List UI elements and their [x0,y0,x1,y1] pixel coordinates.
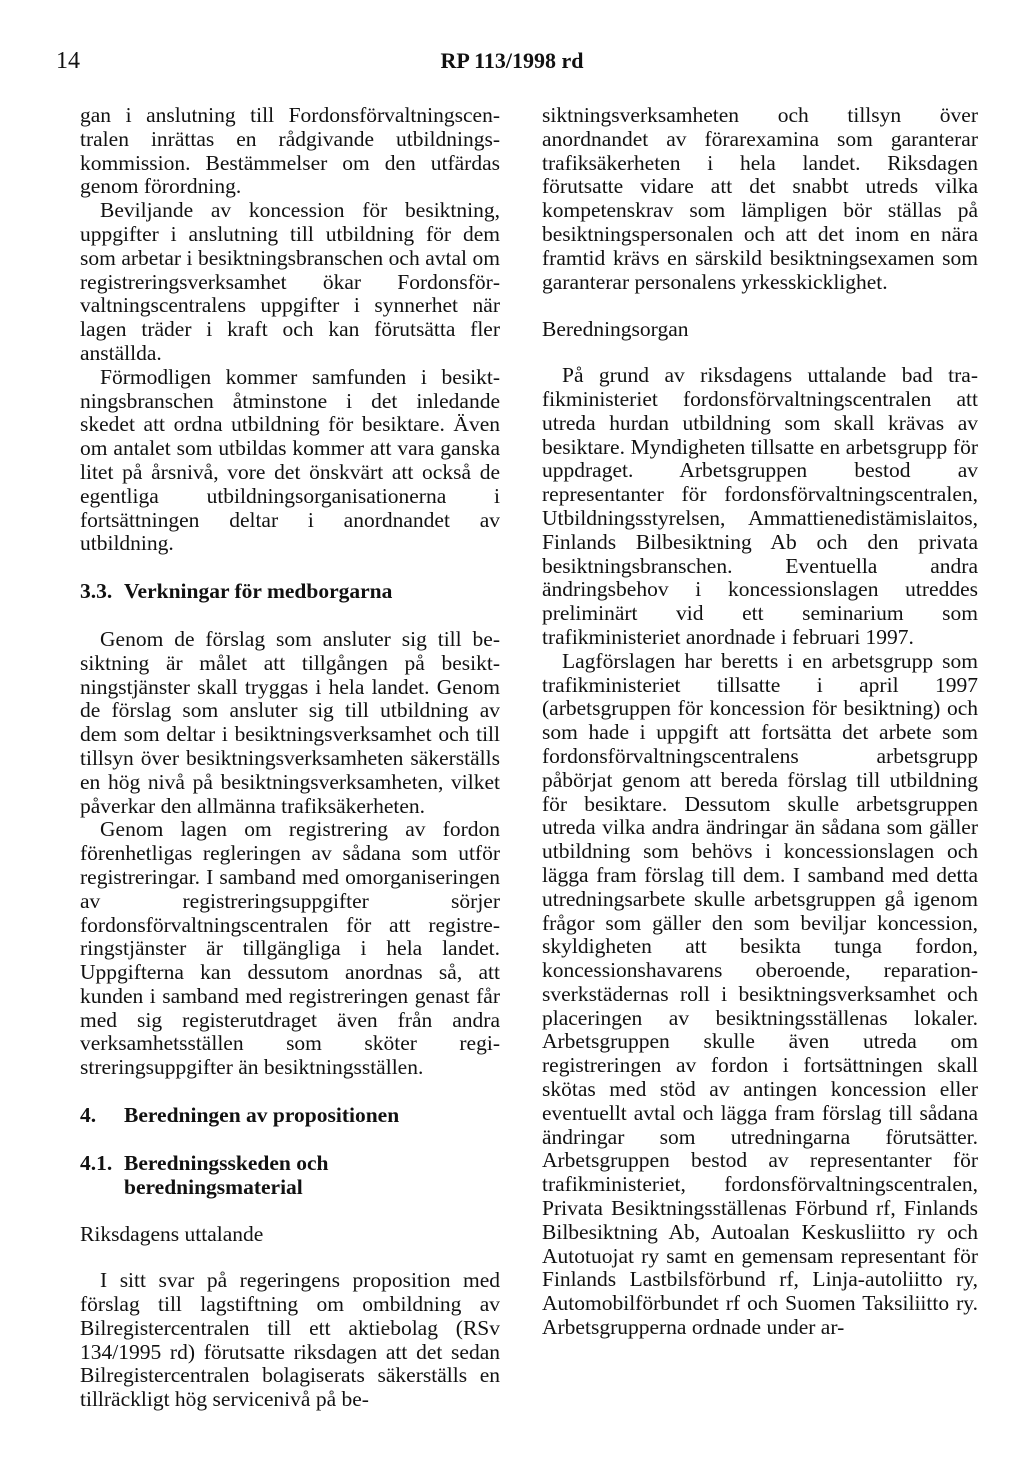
right-column [542,104,978,1340]
paragraph: På grund av riksdagens uttalande bad trafikministeriet fordonsförvaltningscentralen att utreda hurdan utbildning som skall krävas av besiktare. Myndigheten tillsatte en arbetsgrupp för uppdraget. Arbetsgruppen bestod av representanter för fordonsförvaltningscentralen, Utbildningsstyrelsen, Ammattienedistämislaitos, Finlands Bilbesiktning Ab och den privata besiktningsbranschen. Eventuella andra ändringsbehov i koncessionslagen utreddes preliminärt vid ett seminarium som trafikministeriet anordnade i februari 1997. [542,363,978,649]
section-title: Verkningar för medborgarna [124,579,393,604]
paragraph: I sitt svar på regeringens proposition med förslag till lagstiftning om ombildning av Bilregistercentralen till ett aktiebolag (RSv 134/1995 rd) förutsatte riksdagen att det sedan Bilregistercentralen bolagiserats säkerställs en tillräckligt hög servicenivå på be- [80,1268,500,1412]
subheading-beredningsorgan: Beredningsorgan [542,317,689,342]
section-title: Beredningsskeden och beredningsmaterial [124,1150,329,1199]
paragraph: Förmodligen kommer samfunden i besiktningsbranschen åtminstone i det inledande skedet att ordna utbildning för besiktare. Även om antalet som utbildas kommer att vara ganska litet på årsnivå, vore det önskvärt att också de egentliga utbildningsorganisationerna i fortsättningen deltar i anordnandet av utbildning. [80,364,500,556]
paragraph: Genom lagen om registrering av fordon förenhetligas regleringen av sådana som utför registreringar. I samband med omorganiseringen av registreringsuppgifter sörjer fordonsförvaltningscentralen för att registreringstjänster är tillgängliga i hela landet. Uppgifterna kan dessutom anordnas så, att kunden i samband med registreringen genast får med sig registerutdraget även från andra verksamhetsställen som sköter registreringsuppgifter än besiktningsställen. [80,817,500,1080]
section-heading-3-3 [80,580,500,604]
paragraph: Lagförslagen har beretts i en arbetsgrupp som trafikministeriet tillsatte i april 1997 (arbetsgruppen för koncession för besiktning) och som hade i uppgift att fortsätta det arbete som fordonsförvaltningscentralens arbetsgrupp påbörjat genom att bereda förslag till utbildning för besiktare. Dessutom skulle arbetsgruppen utreda vilka andra ändringar än sådana som gäller utbildning som behövs i koncessionslagen och lägga fram förslag till dem. I samband med detta utredningsarbete skulle arbetsgruppen gå igenom frågor som gäller den som beviljar koncession, skyldigheten att besikta tunga fordon, koncessionshavarens oberoende, reparationsverkstädernas roll i besiktningsverksamhet och placeringen av besiktningsställenas lokaler. Arbetsgruppen skulle även utreda om registreringen av fordon i fortsättningen skall skötas med stöd av antingen koncession eller eventuellt avtal och lägga fram förslag till sådana ändringar som utredningarna förutsätter. Arbetsgruppen bestod av representanter för trafikministeriet, fordonsförvaltningscentralen, Privata Besiktningsställenas Förbund rf, Finlands Bilbesiktning Ab, Autoalan Keskusliitto ry och Autotuojat ry samt en gemensam representant för Finlands Lastbilsförbund rf, Linja-autoliitto ry, Automobilförbundet rf och Suomen Taksiliitto ry. Arbetsgrupperna ordnade under ar- [542,648,978,1340]
document-id: RP 113/1998 rd [440,48,584,73]
paragraph: Beviljande av koncession för besiktning, uppgifter i anslutning till utbildning för dem som arbetar i besiktningsbranschen och avtal om registreringsverksamhet ökar Fordonsförvaltningscentralens uppgifter i synnerhet när lagen träder i kraft och kan förutsätta fler anställda. [80,198,500,365]
section-number: 4.1. [80,1150,113,1175]
left-column [80,104,500,1412]
paragraph: gan i anslutning till Fordonsförvaltningscentralen inrättas en rådgivande utbildningskommission. Bestämmelser om den utfärdas genom förordning. [80,103,500,199]
page-number: 14 [56,48,80,74]
section-number: 4. [80,1103,97,1128]
section-number: 3.3. [80,579,113,604]
paragraph: Genom de förslag som ansluter sig till besiktning är målet att tillgången på besiktningstjänster skall tryggas i hela landet. Genom de förslag som ansluter sig till utbildning av dem som deltar i besiktningsverksamhet och till tillsyn över besiktningsverksamheten säkerställs en hög nivå på besiktningsverksamheten, vilket påverkar den allmänna trafiksäkerheten. [80,626,500,818]
section-heading-4-1 [80,1152,500,1200]
subheading-riksdagens-uttalande: Riksdagens uttalande [80,1222,264,1247]
section-heading-4 [80,1104,500,1128]
section-title: Beredningen av propositionen [124,1103,400,1128]
paragraph: siktningsverksamheten och tillsyn över anordnandet av förarexamina som garanterar trafiksäkerheten i hela landet. Riksdagen förutsatte vidare att det snabbt utreds vilka kompetenskrav som lämpligen bör ställas på besiktningspersonalen och att det inom en nära framtid krävs en särskild besiktningsexamen som garanterar personalens yrkesskicklighet. [542,103,978,294]
